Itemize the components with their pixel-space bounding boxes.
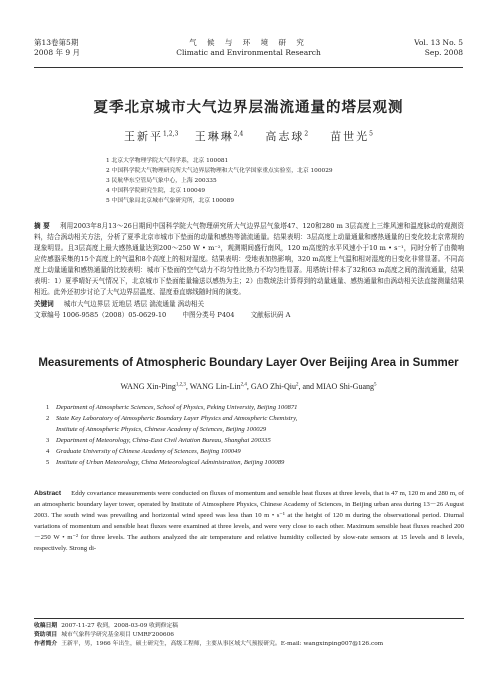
author-en: WANG Xin-Ping — [120, 382, 176, 391]
footnote-text: 城市气象科学研究基金项目 UMRF200606 — [61, 632, 174, 638]
author-cn: 高志球 — [265, 130, 305, 143]
author-en-sup: 2,4 — [240, 382, 247, 388]
article-meta-cn — [34, 310, 464, 321]
running-header — [34, 30, 463, 68]
keywords-cn-text: 城市大气边界层 近地层 塔层 湍流通量 涡动相关 — [63, 300, 205, 308]
affiliation-cn: 3 民航华东空管局气象中心，上海 200335 — [106, 178, 217, 184]
abstract-cn — [34, 221, 464, 321]
keywords-cn — [34, 299, 464, 310]
author-cn-sup: 5 — [369, 130, 373, 138]
author-en-sup: 5 — [374, 382, 377, 388]
affiliation-en — [46, 413, 297, 424]
affiliation-en — [46, 402, 297, 413]
footnote-text: 王新平，男，1966 年出生，硕士研究生，高级工程师，主要从事区域大气预报研究。E-mail: wangxinping007@126.com — [61, 641, 384, 647]
footnote — [34, 631, 464, 640]
header-center — [34, 38, 463, 58]
affiliation-en — [46, 435, 297, 446]
author-list-en: WANG Xin-Ping$^{1,2,3}$, WANG Lin-Lin$^{2,4}$, GAO Zhi-Qiu$^2$, and MIAO Shi-Guang$^5$ — [120, 382, 377, 391]
affiliation-en — [46, 446, 297, 457]
affiliation-cn: 4 中国科学院研究生院，北京 100049 — [106, 188, 206, 194]
abstract-cn-label: 摘 要 — [34, 222, 50, 230]
affiliation-en-cont — [46, 424, 297, 435]
author-cn: 苗世光 — [330, 130, 370, 143]
clc-number: 中图分类号 P404 — [182, 311, 235, 319]
journal-name-cn: 气 候 与 环 境 研 究 — [189, 38, 308, 47]
volume-cn: 第13卷第5期 — [34, 38, 79, 47]
paper-title-en: Measurements of Atmospheric Boundary Layer Over Beijing Area in Summer — [38, 357, 459, 369]
affiliation-en — [46, 457, 297, 468]
author-cn-sup: 2,4 — [233, 130, 244, 138]
footnote-label: 收稿日期 — [34, 623, 58, 629]
journal-name-en: Climatic and Environmental Research — [176, 48, 321, 57]
affiliation-text: Institute of Urban Meteorology, China Meteorological Administration, Beijing 100089 — [56, 459, 285, 466]
affiliation-number: 2 — [46, 415, 50, 422]
header-right — [414, 38, 463, 58]
article-number: 文章编号 1006-9585（2008）05-0629-10 — [34, 311, 167, 319]
author-en-sup: 1,2,3 — [175, 382, 186, 388]
affiliation-text: Department of Atmospheric Sciences, School of Physics, Peking University, Beijing 100871 — [56, 404, 298, 411]
author-cn: 王新平 — [124, 130, 163, 143]
affiliation-text: Institute of Atmospheric Physics, Chinese Academy of Sciences, Beijing 100029 — [56, 426, 267, 433]
author-en-sup: 2 — [295, 382, 299, 388]
affiliation-text: Graduate University of Chinese Academy of Sciences, Beijing 100049 — [56, 448, 241, 455]
affiliations-en — [46, 402, 297, 468]
affiliation-number: 3 — [46, 437, 50, 444]
author-list-cn — [0, 128, 497, 144]
document-code: 文献标识码 A — [250, 311, 291, 319]
date-cn: 2008 年 9 月 — [34, 48, 81, 57]
footnote-text: 2007-11-27 收到，2008-03-09 收到修定稿 — [61, 623, 179, 629]
abstract-en-label: Abstract — [34, 490, 62, 497]
author-cn-sup: 2 — [304, 130, 309, 138]
volume-en: Vol. 13 No. 5 — [414, 38, 463, 47]
author-en: GAO Zhi-Qiu — [250, 382, 296, 391]
affiliations-cn — [106, 156, 333, 206]
affiliation-number: 1 — [46, 404, 50, 411]
footnote-label: 资助项目 — [34, 632, 58, 638]
abstract-en-text: Eddy covariance measurements were conducted on fluxes of momentum and sensible heat fluxes at three levels, that is 47 m, 120 m and 280 m, of an atmospheric boundary layer tower, operated by Institute of Atmosphere Physics, Chinese Academy of Sciences, in Beijing urban area during 13－26 August 2003. The south wind was prevailing and horizontal wind speed was less than 10 m • s⁻¹ at the height of 120 m during the observational period. Diurnal variations of momentum and sensible heat fluxes were examined at three levels, and were very close to each other. Maximum sensible heat fluxes reached 200－250 W • m⁻² for three levels. The authors analyzed the air temperature and relative humidity collected by slow-rate sensors at 15 levels and 8 levels, respectively. Strong di- — [34, 490, 464, 552]
author-cn-sup: 1,2,3 — [163, 130, 179, 138]
affiliation-cn: 1 北京大学物理学院大气科学系，北京 100081 — [106, 158, 229, 164]
abstract-cn-text: 利用2003年8月13～26日期间中国科学院大气物理研究所大气边界层气象塔47、120和280 m 3层高度上三维风速和温度脉动的观测资料，结合涡动相关方法，分析了夏季北京市城市下垫面的动量和感热等湍流通量。结果表明：3层高度上动量通量和感热通量的日变化较北京常规的现象明显。且3层高度上最大感热通量达到200～250 W • m⁻²，观测期间盛行南风，120 m高度的水平风速小于10 m • s⁻¹，同时分析了由微响应传感器采集的15个高度上的气温和8个高度上的相对湿度。结果表明：受地表加热影响，320 m高度上气温和相对湿度的日变化非常显著。不同高度上动量通量和感热通量的比较表明：城市下垫面的空气动力不均匀性比热力不均匀性显著。用塔统计样本了32和63 m高度之间的湍流通量，结果表明：1）夏季晴好天气情况下，北京城市下垫面能量输送以感热为主；2）由数统法计算得到的动量通量、感热通量和由涡动相关法直接测量结果相近。此外还初步讨论了大气边界层温度、湿度垂直廓线随时间的演变。 — [34, 222, 464, 296]
footnote — [34, 622, 464, 631]
affiliation-cn: 2 中国科学院大气物理研究所大气边界层物理和大气化学国家重点实验室，北京 100029 — [106, 168, 333, 174]
header-rule — [34, 67, 463, 68]
affiliation-text: Department of Meteorology, China-East Civil Aviation Bureau, Shanghai 200335 — [56, 437, 271, 444]
abstract-en — [34, 488, 464, 554]
footnote — [34, 640, 464, 649]
affiliation-text: State Key Laboratory of Atmospheric Boundary Layer Physics and Atmospheric Chemistry, — [56, 415, 298, 422]
affiliation-number: 4 — [46, 448, 50, 455]
date-en: Sep. 2008 — [424, 48, 463, 57]
paper-title-cn: 夏季北京城市大气边界层湍流通量的塔层观测 — [93, 100, 404, 116]
author-en: WANG Lin-Lin — [189, 382, 241, 391]
keywords-cn-label: 关键词 — [34, 300, 54, 308]
affiliation-cn: 5 中国气象局北京城市气象研究所，北京 100089 — [106, 198, 235, 204]
footnotes — [34, 618, 464, 649]
author-en: and MIAO Shi-Guang — [302, 382, 374, 391]
author-cn: 王琳琳 — [194, 130, 234, 143]
affiliation-number: 5 — [46, 459, 50, 466]
footnote-label: 作者简介 — [34, 641, 58, 647]
